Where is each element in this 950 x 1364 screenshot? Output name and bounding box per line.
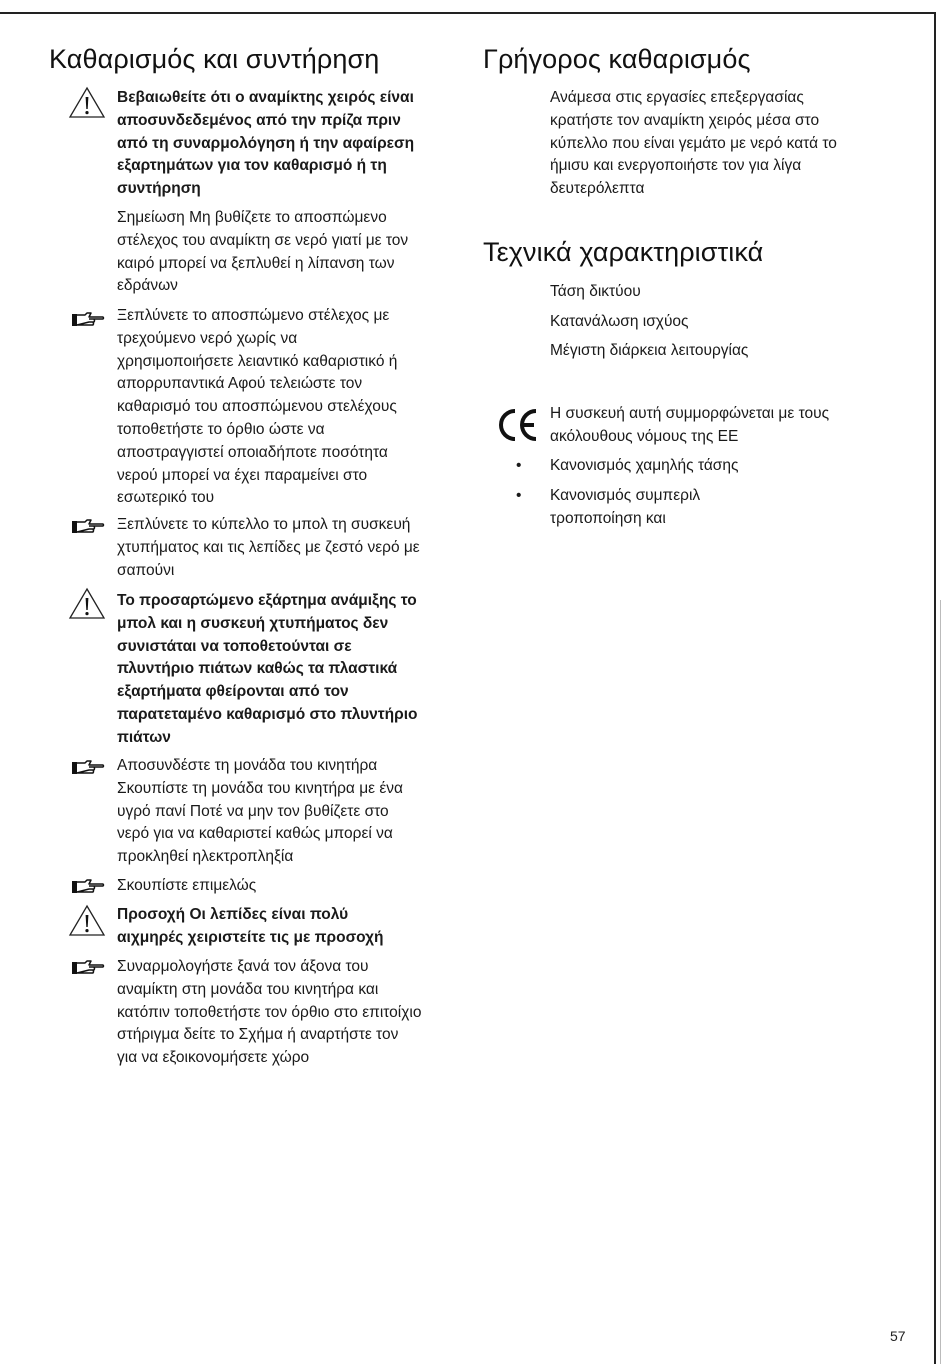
step-rinse-shaft-text: Ξεπλύνετε το αποσπώμενο στέλεχος με τρεχούμενο νερό χωρίς να χρησιμοποιήσετε λειαντικό καθαριστικό ή απορρυπαντικά Αφού τελειώστε τον καθαρισμό του αποσπώμενου στελέχους τοποθετήστε το όρθιο ώστε να αποστραγγιστεί οποιαδήποτε ποσότητα νερού μπορεί να έχει παραμείνει στο εσωτερικό του xyxy=(117,307,398,507)
step-reassemble-text: Συναρμολογήστε ξανά τον άξονα του αναμίκτη στη μονάδα του κινητήρα και κατόπιν τοποθετήστε τον όρθιο στο επιτοίχιο στήριγμα δείτε το Σχήμα ή αναρτήστε τον για να εξοικονομήσετε χώρο xyxy=(117,958,422,1067)
pointing-hand-icon xyxy=(71,518,105,536)
law-emc-text: Κανονισμός συμπεριλ τροποποίηση και xyxy=(550,487,701,527)
page-border-top xyxy=(0,12,936,14)
step-motor-unit-text: Αποσυνδέστε τη μονάδα του κινητήρα Σκουπίστε τη μονάδα του κινητήρα με ένα υγρό πανί Ποτέ να μην τον βυθίζετε στο νερό για να καθαριστεί καθώς μπορεί να προκληθεί ηλεκτροπληξία xyxy=(117,757,403,866)
page-edge-shadow xyxy=(940,600,941,1364)
pointing-hand-icon xyxy=(71,959,105,977)
warning-triangle-icon xyxy=(68,904,106,938)
warning-unplug-text: Βεβαιωθείτε ότι ο αναμίκτης χειρός είναι αποσυνδεδεμένος από την πρίζα πριν από τη συναρμολόγηση ή την αφαίρεση εξαρτημάτων για τον καθαρισμό ή τη συντήρηση xyxy=(117,89,415,198)
spec-duration-label: Μέγιστη διάρκεια λειτουργίας xyxy=(550,342,749,359)
bullet-marker: • xyxy=(516,457,522,474)
bullet-marker: • xyxy=(516,487,522,504)
pointing-hand-icon xyxy=(71,311,105,329)
pointing-hand-icon xyxy=(71,759,105,777)
section-title-specifications: Τεχνικά χαρακτηριστικά xyxy=(483,237,764,267)
ce-mark-icon xyxy=(496,405,540,445)
section-title-cleaning: Καθαρισμός και συντήρηση xyxy=(49,44,380,74)
section-title-quick-clean: Γρήγορος καθαρισμός xyxy=(483,44,751,74)
spec-voltage-label: Τάση δικτύου xyxy=(550,283,641,300)
pointing-hand-icon xyxy=(71,878,105,896)
step-rinse-bowl-text: Ξεπλύνετε το κύπελλο το μπολ τη συσκευή χτυπήματος και τις λεπίδες με ζεστό νερό με σαπούνι xyxy=(117,516,420,579)
quick-clean-text: Ανάμεσα στις εργασίες επεξεργασίας κρατήστε τον αναμίκτη χειρός μέσα στο κύπελλο που είναι γεμάτο με νερό κατά το ήμισυ και ενεργοποιήστε τον για λίγα δευτερόλεπτα xyxy=(550,89,837,198)
warning-dishwasher-text: Το προσαρτώμενο εξάρτημα ανάμιξης το μπολ και η συσκευή χτυπήματος δεν συνιστάται να τοποθετούνται σε πλυντήριο πιάτων καθώς τα πλαστικά εξαρτήματα φθείρονται από τον παρατεταμένο καθαρισμό στο πλυντήριο πιάτων xyxy=(117,592,418,746)
warning-triangle-icon xyxy=(68,86,106,120)
note-text: Σημείωση Μη βυθίζετε το αποσπώμενο στέλεχος του αναμίκτη σε νερό γιατί με τον καιρό μπορεί να ξεπλυθεί η λίπανση των εδράνων xyxy=(117,209,409,295)
spec-power-label: Κατανάλωση ισχύος xyxy=(550,313,689,330)
page-number: 57 xyxy=(890,1328,906,1344)
warning-triangle-icon xyxy=(68,587,106,621)
step-wipe-text: Σκουπίστε επιμελώς xyxy=(117,877,257,894)
law-low-voltage-text: Κανονισμός χαμηλής τάσης xyxy=(550,457,739,474)
ce-compliance-text: Η συσκευή αυτή συμμορφώνεται με τους ακόλουθους νόμους της ΕΕ xyxy=(550,405,830,445)
page-border-right xyxy=(934,12,936,1364)
warning-blades-text: Προσοχή Οι λεπίδες είναι πολύ αιχμηρές χειριστείτε τις με προσοχή xyxy=(117,906,384,946)
